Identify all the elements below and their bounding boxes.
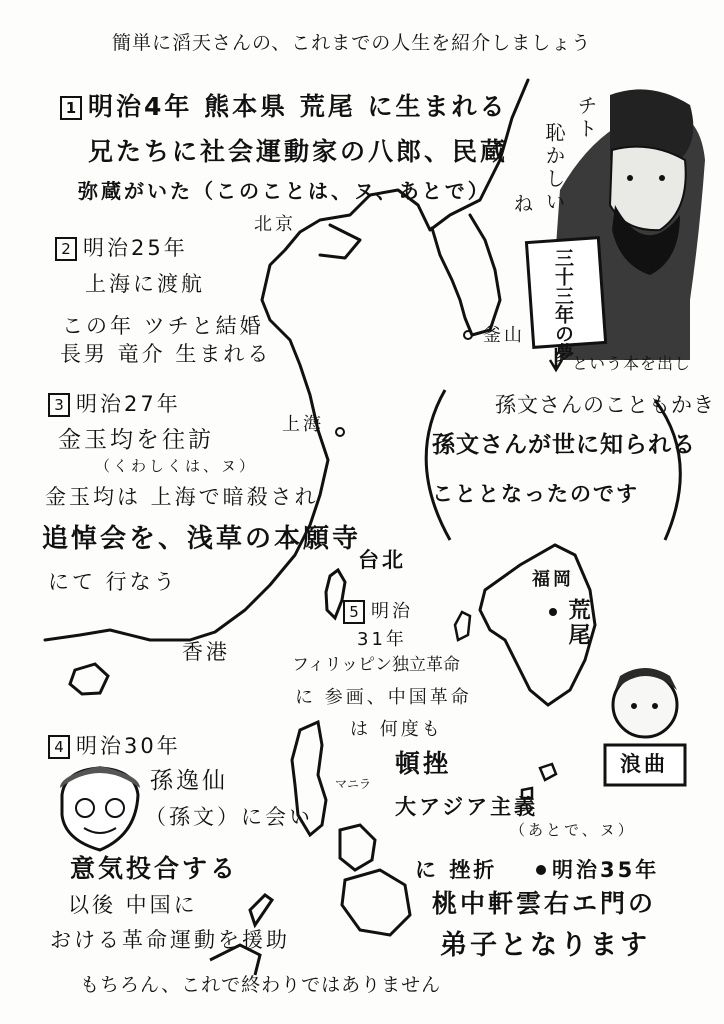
section5-line3: フィリッピン独立革命: [292, 655, 460, 675]
section4-number: 4: [48, 735, 70, 759]
section5-line8: （あとで、ヌ）: [510, 821, 636, 839]
section3-line1: [48, 392, 181, 417]
section1-line1-text: 明治4年 熊本県 荒尾 に生まれる: [88, 92, 508, 121]
section5-line11: 桃中軒雲右エ門の: [432, 889, 657, 918]
speech-ne: ね: [510, 193, 534, 216]
section5-line1: [343, 600, 413, 624]
place-hongkong: 香港: [182, 640, 230, 664]
section1-number: 1: [60, 96, 82, 120]
section1-line2: 兄たちに社会運動家の八郎、民蔵: [88, 137, 509, 166]
place-fukuoka: 福岡: [532, 569, 574, 590]
speech-hazukashii: 恥かしい: [542, 122, 566, 214]
section5-line6: 頓挫: [395, 749, 452, 778]
section1-line3: 弥蔵がいた（このことは、ヌ、あとで）: [78, 179, 491, 203]
coastline-korea: [432, 215, 500, 335]
section3-line3: （くわしくは、ヌ）: [95, 457, 258, 475]
bracket-right: [655, 400, 680, 540]
ukyoku-sign: 浪曲: [620, 752, 668, 776]
section4-line6: おける革命運動を援助: [50, 928, 290, 952]
section4-line2: 孫逸仙: [150, 768, 228, 794]
dot-shanghai: [336, 428, 344, 436]
dot-meiji35: [536, 865, 546, 875]
section2-line1-text: 明治25年: [83, 236, 188, 260]
section2-line1: [55, 236, 188, 261]
section2-line2: 上海に渡航: [85, 272, 205, 296]
section3-line2: 金玉均を往訪: [58, 427, 214, 453]
section5-line12: 弟子となります: [440, 930, 650, 961]
section3-line1-text: 明治27年: [76, 392, 181, 416]
dot-arao: [549, 608, 557, 616]
section3-number: 3: [48, 393, 70, 417]
section3-line6: にて 行なう: [48, 570, 178, 594]
section3-line5: 追悼会を、浅草の本願寺: [42, 524, 362, 554]
section1-line1: [60, 93, 508, 122]
page-title: 簡単に滔天さんの、これまでの人生を紹介しましょう: [112, 32, 592, 54]
place-arao: 荒尾: [565, 598, 590, 648]
book-title: 三十三年の夢: [552, 248, 574, 362]
section5-line2: 31年: [357, 629, 407, 650]
place-manila: マニラ: [335, 777, 372, 791]
section5-line10: 明治35年: [552, 858, 660, 882]
book-note-line4: こととなったのです: [432, 482, 639, 506]
place-shanghai: 上海: [282, 414, 324, 435]
page-footer: もちろん、これで終わりではありません: [80, 974, 442, 996]
section3-line4: 金玉均は 上海で暗殺され: [45, 485, 319, 509]
island-visayas: [340, 825, 375, 870]
place-busan: 釜山: [483, 325, 525, 346]
section4-line3: （孫文）に会い: [145, 805, 313, 829]
section4-line5: 以後 中国に: [68, 893, 198, 917]
section5-line7: 大アジア主義: [395, 795, 539, 819]
coastline-shandong: [320, 225, 360, 258]
island-small-2: [540, 764, 556, 780]
island-hainan: [70, 664, 108, 694]
section4-line1-text: 明治30年: [76, 734, 181, 758]
place-beijing: 北京: [254, 214, 296, 235]
section4-line4: 意気投合する: [70, 854, 239, 883]
section2-number: 2: [55, 237, 77, 261]
section5-line1-text: 明治: [371, 601, 413, 622]
book-note-line3: 孫文さんが世に知られる: [432, 432, 696, 458]
section5-number: 5: [343, 600, 365, 624]
section2-line4: 長男 竜介 生まれる: [60, 342, 272, 366]
speech-chito: チト: [574, 95, 598, 141]
sun-wen-figure: [60, 766, 140, 850]
bracket-left: [426, 390, 450, 540]
section2-line3: この年 ツチと結婚: [62, 314, 264, 338]
book-note-line1: という本を出し: [572, 354, 692, 373]
section5-line5: は 何度も: [350, 719, 443, 740]
island-small-1: [455, 612, 470, 640]
section5-line4: に 参画、中国革命: [295, 687, 472, 708]
island-palawan: [250, 895, 272, 925]
section4-line1: [48, 734, 181, 759]
book-note-line2: 孫文さんのこともかき: [495, 393, 715, 417]
place-taipei: 台北: [358, 548, 406, 572]
island-mindanao: [342, 870, 410, 935]
section5-line9: に 挫折: [415, 858, 498, 882]
